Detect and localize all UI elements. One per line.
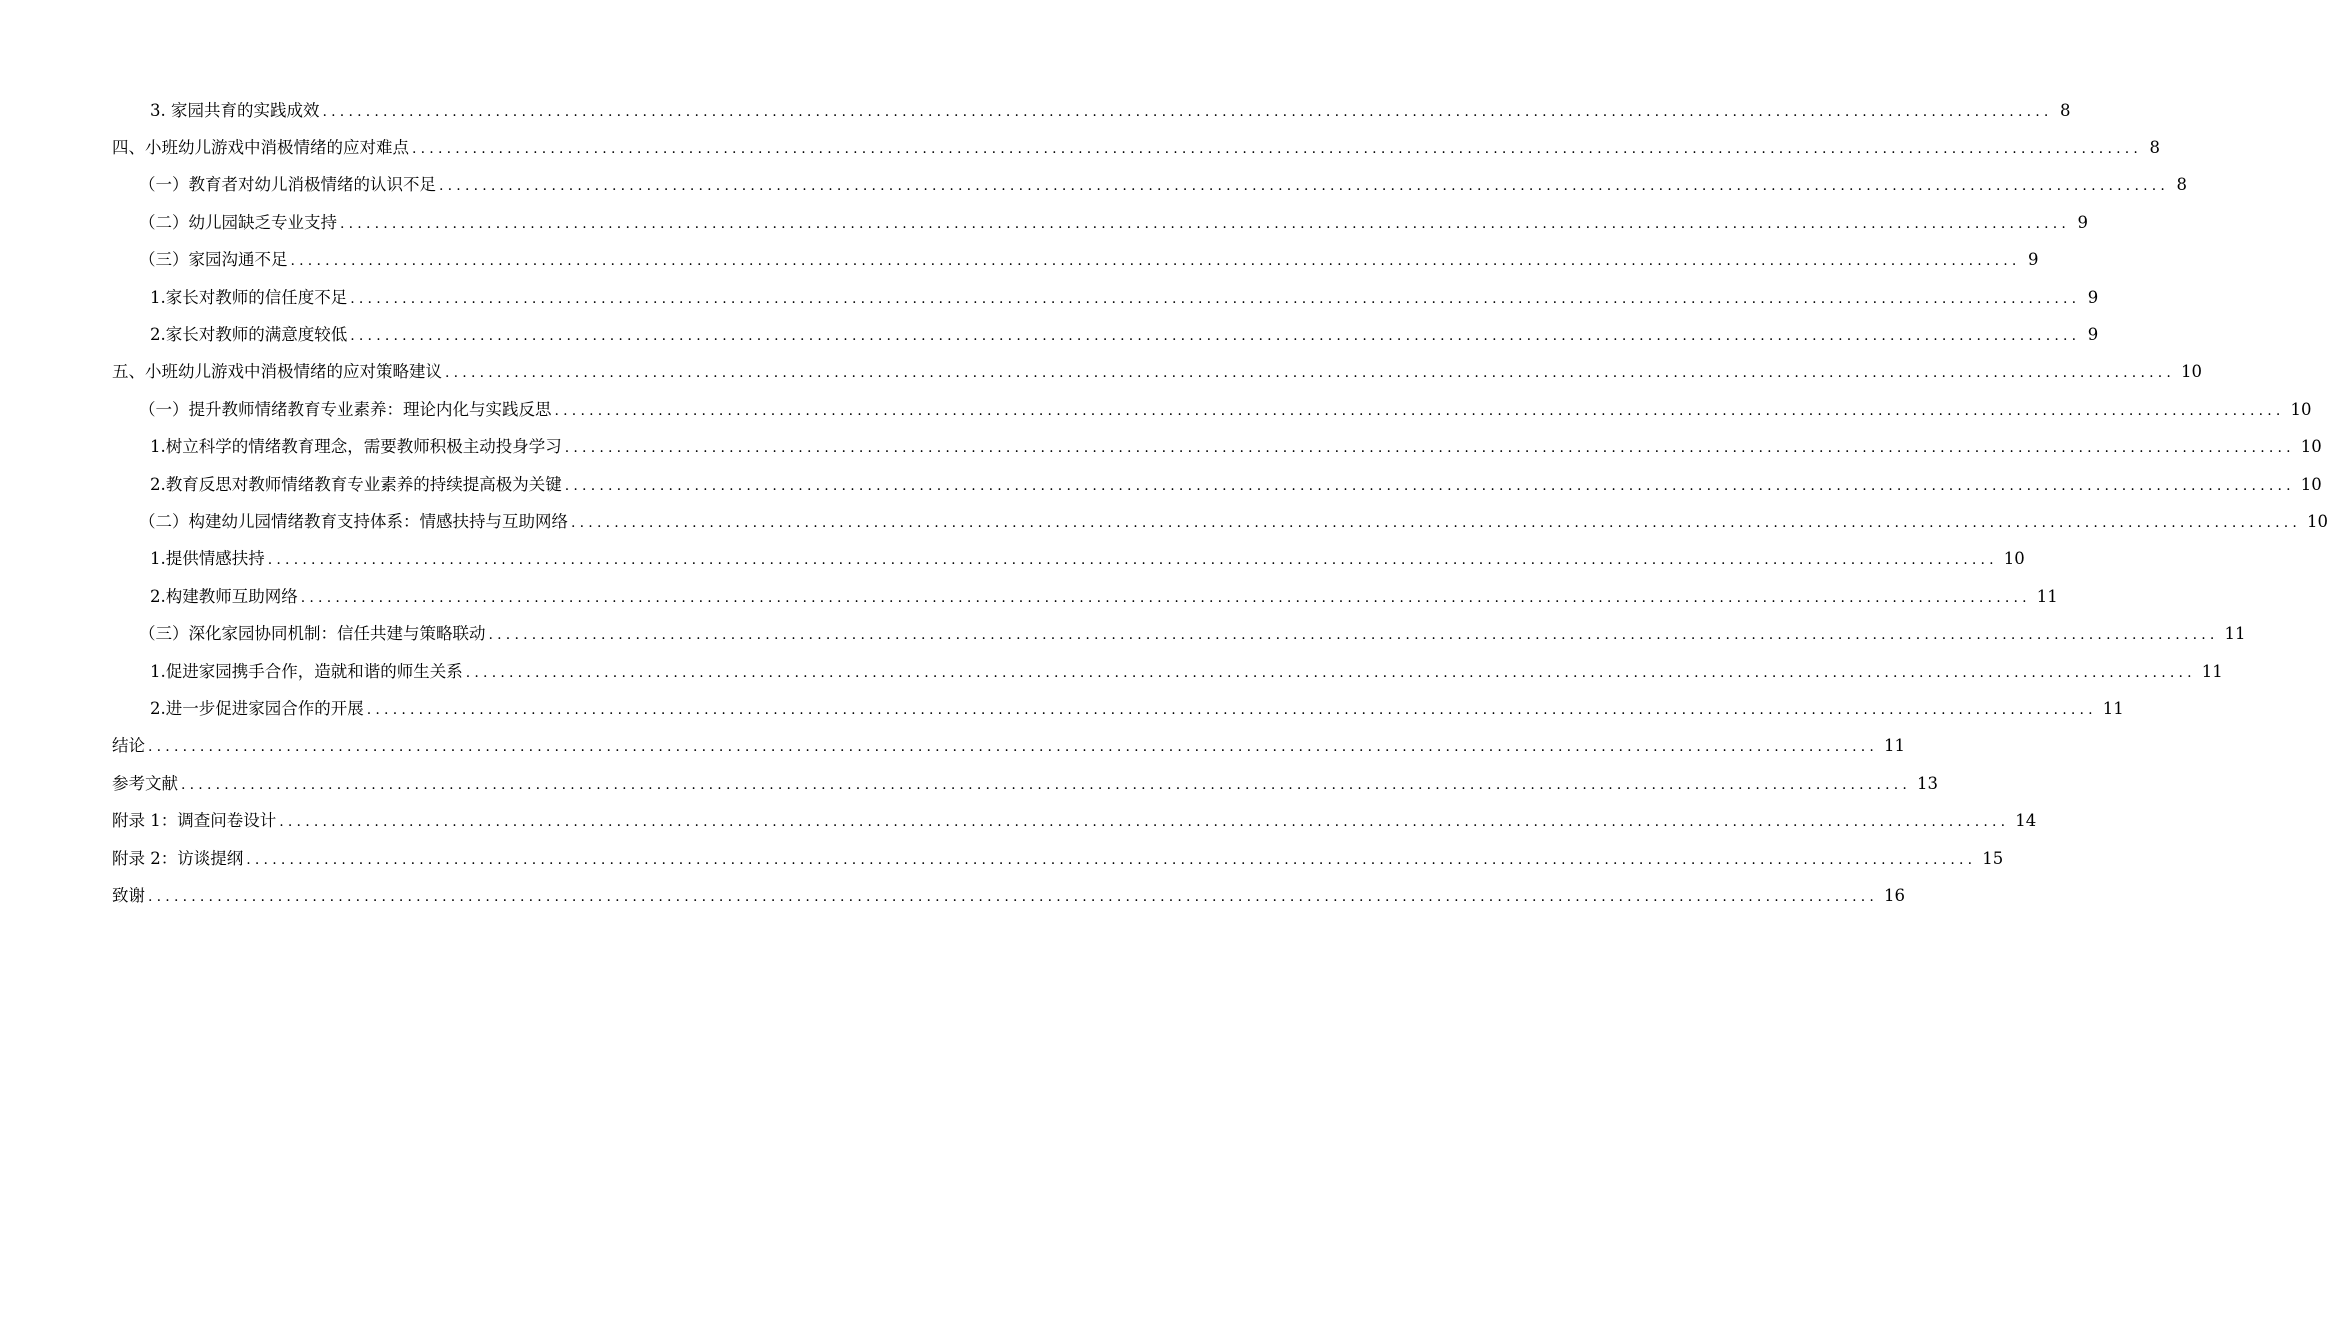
dot-leader: ........................................................................................................................................................................................................: [445, 365, 2176, 382]
toc-entry-title: 1.家长对教师的信任度不足: [150, 288, 350, 308]
toc-entry-page: 15: [1982, 848, 2004, 868]
toc-entry[interactable]: [0, 429, 2322, 466]
dot-leader: ........................................................................................................................................................................................................: [279, 814, 2010, 831]
toc-entry-page: 11: [2201, 661, 2223, 681]
toc-entry-page: 10: [2300, 437, 2322, 457]
toc-entry-page: 11: [1884, 736, 1906, 756]
toc-entry-title: （一）提升教师情绪教育专业素养：理论内化与实践反思: [139, 400, 555, 420]
dot-leader: ........................................................................................................................................................................................................: [439, 178, 2170, 195]
toc-entry[interactable]: [0, 354, 2203, 391]
toc-entry-title: 3. 家园共育的实践成效: [150, 101, 323, 121]
toc-entry-title: （一）教育者对幼儿消极情绪的认识不足: [139, 175, 439, 195]
toc-entry[interactable]: [0, 877, 1906, 914]
dot-leader: ........................................................................................................................................................................................................: [554, 402, 2285, 419]
toc-entry[interactable]: [0, 242, 2039, 279]
dot-leader: ........................................................................................................................................................................................................: [148, 739, 1879, 756]
toc-entry-title: 五、小班幼儿游戏中消极情绪的应对策略建议: [112, 362, 445, 382]
dot-leader: ........................................................................................................................................................................................................: [290, 253, 2021, 270]
dot-leader: ........................................................................................................................................................................................................: [181, 776, 1912, 793]
toc-entry-page: 8: [2176, 175, 2188, 195]
toc-entry-page: 14: [2015, 811, 2037, 831]
dot-leader: ........................................................................................................................................................................................................: [300, 589, 2031, 606]
dot-leader: ........................................................................................................................................................................................................: [366, 701, 2097, 718]
toc-entry-page: 10: [2290, 399, 2312, 419]
toc-entry-title: 1.树立科学的情绪教育理念，需要教师积极主动投身学习: [150, 437, 565, 457]
dot-leader: ........................................................................................................................................................................................................: [488, 627, 2219, 644]
dot-leader: ........................................................................................................................................................................................................: [412, 141, 2143, 158]
toc-entry-page: 16: [1884, 885, 1906, 905]
toc-entry-title: 附录 1：调查问卷设计: [112, 811, 279, 831]
toc-entry[interactable]: [0, 129, 2161, 166]
toc-entry[interactable]: [0, 765, 1939, 802]
table-of-contents: [0, 92, 2328, 915]
dot-leader: ........................................................................................................................................................................................................: [350, 290, 2081, 307]
toc-entry[interactable]: [0, 167, 2188, 204]
dot-leader: ........................................................................................................................................................................................................: [246, 851, 1977, 868]
toc-entry[interactable]: [0, 690, 2124, 727]
toc-entry[interactable]: [0, 279, 2099, 316]
toc-entry-title: 1.提供情感扶持: [150, 549, 268, 569]
dot-leader: ........................................................................................................................................................................................................: [564, 440, 2295, 457]
toc-entry[interactable]: [0, 466, 2322, 503]
toc-entry[interactable]: [0, 653, 2223, 690]
toc-entry-page: 13: [1917, 773, 1939, 793]
toc-entry-page: 9: [2087, 325, 2099, 345]
toc-entry-page: 11: [2036, 586, 2058, 606]
toc-entry-page: 11: [2102, 698, 2124, 718]
toc-entry-title: 参考文献: [112, 774, 181, 794]
toc-entry-title: （二）幼儿园缺乏专业支持: [139, 213, 340, 233]
toc-entry-page: 9: [2087, 287, 2099, 307]
toc-entry[interactable]: [0, 802, 2037, 839]
toc-entry-title: 1.促进家园携手合作，造就和谐的师生关系: [150, 662, 466, 682]
toc-entry-title: （三）深化家园协同机制：信任共建与策略联动: [139, 624, 489, 644]
toc-entry-page: 8: [2149, 138, 2161, 158]
toc-entry-title: 附录 2：访谈提纲: [112, 849, 246, 869]
toc-entry[interactable]: [0, 391, 2312, 428]
dot-leader: ........................................................................................................................................................................................................: [267, 552, 1998, 569]
dot-leader: ........................................................................................................................................................................................................: [564, 477, 2295, 494]
toc-entry-title: （三）家园沟通不足: [139, 250, 291, 270]
toc-entry-page: 8: [2060, 100, 2071, 120]
toc-entry-title: 四、小班幼儿游戏中消极情绪的应对难点: [112, 138, 412, 158]
toc-entry-title: 2.构建教师互助网络: [150, 587, 301, 607]
toc-entry[interactable]: [0, 503, 2328, 540]
toc-entry-title: 致谢: [112, 886, 148, 906]
toc-entry-title: 2.家长对教师的满意度较低: [150, 325, 350, 345]
dot-leader: ........................................................................................................................................................................................................: [148, 888, 1879, 905]
toc-entry-page: 10: [2181, 362, 2203, 382]
toc-entry-page: 10: [2307, 511, 2328, 531]
toc-entry[interactable]: [0, 204, 2089, 241]
toc-entry[interactable]: [0, 840, 2004, 877]
dot-leader: ........................................................................................................................................................................................................: [340, 215, 2071, 232]
dot-leader: ........................................................................................................................................................................................................: [571, 514, 2302, 531]
toc-entry-title: 2.进一步促进家园合作的开展: [150, 699, 367, 719]
toc-entry-page: 11: [2224, 624, 2246, 644]
toc-entry-title: （二）构建幼儿园情绪教育支持体系：情感扶持与互助网络: [139, 512, 571, 532]
toc-entry-page: 10: [2003, 549, 2025, 569]
toc-entry-title: 结论: [112, 736, 148, 756]
toc-entry[interactable]: [0, 92, 2071, 129]
toc-entry[interactable]: [0, 541, 2025, 578]
dot-leader: ........................................................................................................................................................................................................: [350, 328, 2081, 345]
dot-leader: ........................................................................................................................................................................................................: [322, 103, 2053, 120]
toc-entry[interactable]: [0, 615, 2246, 652]
dot-leader: ........................................................................................................................................................................................................: [465, 664, 2196, 681]
toc-entry-title: 2.教育反思对教师情绪教育专业素养的持续提高极为关键: [150, 475, 565, 495]
toc-entry[interactable]: [0, 578, 2058, 615]
toc-entry-page: 9: [2077, 212, 2089, 232]
toc-entry[interactable]: [0, 728, 1906, 765]
toc-entry[interactable]: [0, 316, 2099, 353]
toc-entry-page: 10: [2300, 474, 2322, 494]
toc-entry-page: 9: [2028, 250, 2039, 270]
